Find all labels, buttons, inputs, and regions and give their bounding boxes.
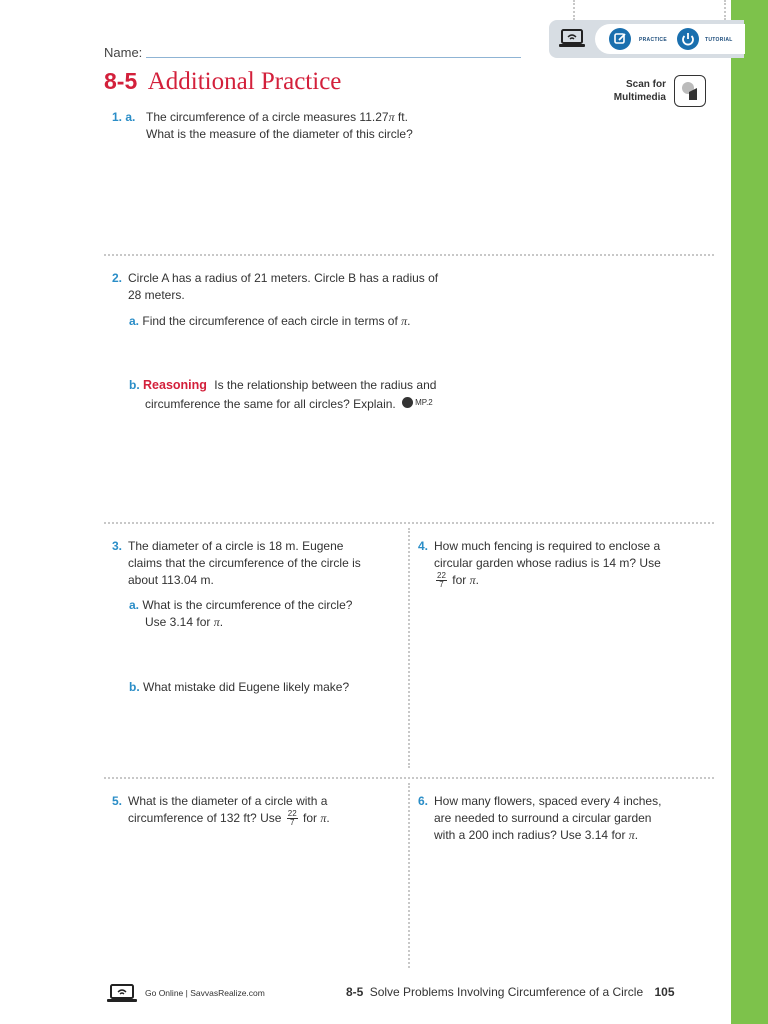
go-online-link[interactable]: Go Online | SavvasRealize.com — [145, 988, 265, 998]
name-line[interactable] — [146, 57, 521, 58]
scan-line-1: Scan for — [625, 79, 666, 90]
q2b-line-1: Is the relationship between the radius and — [214, 378, 437, 392]
q2-number: 2. — [112, 271, 123, 285]
name-label: Name: — [104, 45, 143, 60]
column-divider-2 — [408, 783, 410, 968]
divider-2 — [104, 522, 714, 524]
q5-number: 5. — [112, 794, 123, 808]
q3-line-1: The diameter of a circle is 18 m. Eugene — [128, 539, 344, 553]
question-2 — [112, 270, 712, 304]
toolbar-card — [595, 24, 745, 54]
page-number: 105 — [654, 985, 675, 999]
question-6 — [418, 793, 718, 844]
top-marker-right — [724, 0, 726, 20]
question-3 — [112, 538, 402, 589]
page-title — [104, 68, 341, 96]
question-5 — [112, 793, 402, 827]
practice-label[interactable]: PRACTICE — [639, 37, 667, 43]
q2a-text: Find the circumference of each circle in terms of — [142, 314, 402, 328]
tutorial-label[interactable]: TUTORIAL — [705, 37, 733, 43]
fraction-22-7: $\frac{22}{7}$ — [287, 809, 297, 828]
q5-line-1: What is the diameter of a circle with a — [128, 794, 328, 808]
q2b-label: b. — [129, 378, 140, 392]
q6-line-2: are needed to surround a circular garden — [434, 811, 652, 825]
q3b-text: What mistake did Eugene likely make? — [143, 680, 350, 694]
q1-line-1: The circumference of a circle measures 11.27π ft. — [146, 110, 408, 124]
scan-line-2: Multimedia — [613, 92, 666, 103]
q4-line-3: $\frac{22}{7}$ for π. — [437, 571, 479, 590]
q3-line-2: claims that the circumference of the circle is — [128, 556, 361, 570]
fraction-22-7: $\frac{22}{7}$ — [437, 571, 446, 590]
q6-line-1: How many flowers, spaced every 4 inches, — [434, 794, 662, 808]
question-1 — [112, 109, 712, 143]
q3a-line-1: What is the circumference of the circle? — [142, 598, 353, 612]
divider-1 — [104, 254, 714, 256]
mathematical-practice-icon — [402, 397, 413, 408]
top-marker-left — [573, 0, 575, 20]
practice-icon[interactable] — [609, 28, 631, 50]
reasoning-label: Reasoning — [143, 378, 207, 392]
footer-lesson — [346, 985, 675, 999]
q2b-line-2: circumference the same for all circles? Explain. — [145, 397, 396, 411]
question-2a: a. Find the circumference of each circle in terms of π. — [129, 314, 411, 328]
digital-toolbar — [549, 20, 744, 58]
q4-line-1: How much fencing is required to enclose a — [434, 539, 661, 553]
q6-number: 6. — [418, 794, 429, 808]
go-online-laptop-icon[interactable] — [107, 983, 137, 1005]
q3a-label: a. — [129, 598, 140, 612]
q4-number: 4. — [418, 539, 429, 553]
q2a-label: a. — [129, 314, 140, 328]
question-3a — [129, 597, 399, 631]
q2-line-2: 28 meters. — [128, 288, 185, 302]
mp-badge: MP.2 — [402, 394, 433, 411]
lesson-title: Additional Practice — [147, 68, 342, 95]
multimedia-scan-icon[interactable] — [674, 75, 706, 107]
q3-line-3: about 113.04 m. — [128, 573, 214, 587]
question-2b — [129, 377, 709, 413]
q4-line-2: circular garden whose radius is 14 m? Use — [434, 556, 661, 570]
q3b-label: b. — [129, 680, 140, 694]
tutorial-icon[interactable] — [677, 28, 699, 50]
footer-lesson-title: Solve Problems Involving Circumference of a Circle — [369, 985, 644, 999]
q3-number: 3. — [112, 539, 123, 553]
q5-line-2: circumference of 132 ft? Use $\frac{22}{7}$ for π. — [128, 809, 330, 828]
question-3b — [129, 679, 399, 696]
q2-line-1: Circle A has a radius of 21 meters. Circle B has a radius of — [128, 271, 439, 285]
lesson-number: 8-5 — [104, 68, 138, 94]
q1-line-2: What is the measure of the diameter of this circle? — [146, 127, 413, 141]
q1-number: 1. — [112, 110, 123, 124]
q3a-line-2: Use 3.14 for π. — [145, 615, 224, 629]
divider-3 — [104, 777, 714, 779]
column-divider-1 — [408, 528, 410, 768]
scan-text — [600, 78, 666, 104]
laptop-icon[interactable] — [559, 28, 585, 50]
q1-part-a: a. — [125, 110, 136, 124]
q6-line-3: with a 200 inch radius? Use 3.14 for π. — [434, 828, 639, 842]
footer-lesson-ref: 8-5 — [346, 985, 364, 999]
question-4 — [418, 538, 718, 589]
side-color-bar — [731, 0, 768, 1024]
